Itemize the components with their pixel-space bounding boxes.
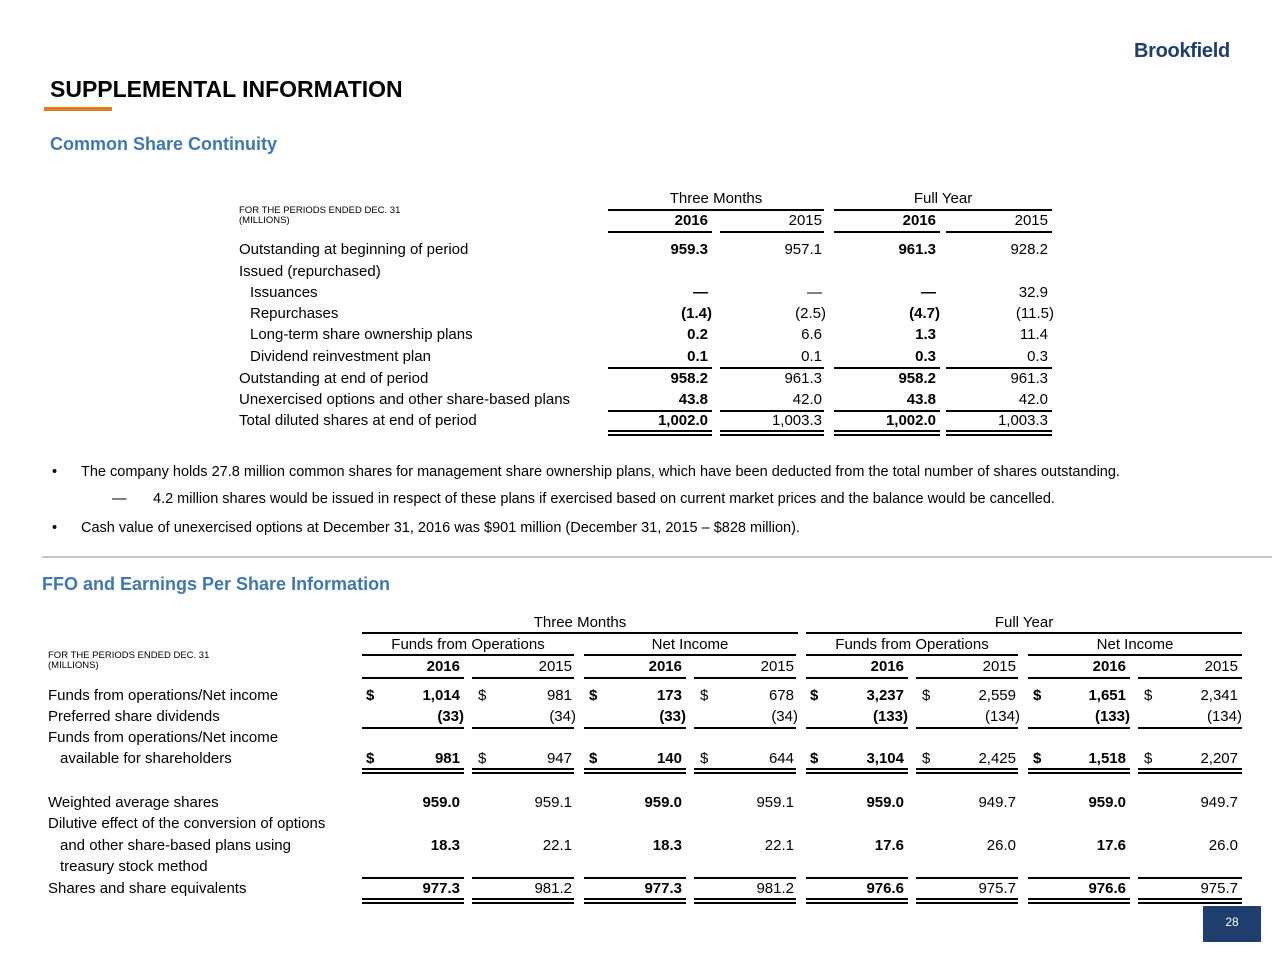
group-header-full-year: Full Year: [994, 614, 1054, 631]
total-double-rule: [916, 898, 1018, 900]
subheader-ffo: Funds from Operations: [835, 636, 989, 653]
group-underline: [806, 632, 1242, 634]
cell: 975.7: [978, 880, 1016, 897]
total-double-rule: [720, 430, 824, 432]
total-double-rule: [1028, 768, 1130, 770]
year-header: 2015: [538, 658, 572, 675]
bullet-marker: •: [52, 520, 58, 536]
total-double-rule: [362, 898, 464, 900]
total-double-rule: [1028, 772, 1130, 774]
total-double-rule: [362, 902, 464, 904]
cell: 678: [768, 687, 794, 704]
year-header: 2016: [426, 658, 460, 675]
cell: 977.3: [644, 880, 682, 897]
total-double-rule: [694, 772, 796, 774]
cell: 43.8: [678, 391, 708, 408]
total-double-rule: [834, 430, 940, 432]
total-double-rule: [694, 768, 796, 770]
cell: (11.5): [1015, 305, 1054, 322]
cell: 958.2: [670, 370, 708, 387]
currency-sign: $: [366, 750, 375, 767]
row-label: Dilutive effect of the conversion of options: [48, 815, 326, 832]
cell: 140: [656, 750, 682, 767]
year-underline: [694, 677, 796, 679]
total-double-rule: [916, 902, 1018, 904]
year-header: 2016: [1092, 658, 1126, 675]
currency-sign: $: [1144, 687, 1153, 704]
cell: 961.3: [1010, 370, 1048, 387]
periods-note: FOR THE PERIODS ENDED DEC. 31: [48, 650, 210, 661]
cell: 976.6: [1088, 880, 1126, 897]
subtotal-rule: [584, 727, 686, 729]
cell: 18.3: [430, 837, 460, 854]
cell: 11.4: [1019, 326, 1048, 343]
cell: 0.3: [915, 348, 936, 365]
cell: 2,207: [1200, 750, 1238, 767]
total-double-rule: [1138, 768, 1242, 770]
title-accent-bar: [44, 107, 112, 111]
cell: 1,002.0: [885, 412, 936, 429]
total-double-rule: [584, 898, 686, 900]
cell: (33): [437, 708, 464, 725]
subheader-net-income: Net Income: [651, 636, 729, 653]
row-label: Shares and share equivalents: [48, 880, 247, 897]
cell: 959.3: [670, 241, 708, 258]
note-cash-value: Cash value of unexercised options at December 31, 2016 was $901 million (December 31, 2015 – $828 million).: [81, 520, 800, 536]
cell: 949.7: [978, 794, 1016, 811]
year-underline: [720, 231, 824, 233]
total-double-rule: [806, 902, 908, 904]
cell: 928.2: [1010, 241, 1048, 258]
cell: 958.2: [898, 370, 936, 387]
group-underline: [834, 209, 1052, 211]
row-label: Issued (repurchased): [239, 263, 381, 280]
cell: (33): [659, 708, 686, 725]
currency-sign: $: [1033, 750, 1042, 767]
group-underline: [608, 209, 824, 211]
cell: 43.8: [906, 391, 936, 408]
cell: 1,002.0: [657, 412, 708, 429]
total-double-rule: [834, 434, 940, 436]
subtotal-rule: [362, 877, 464, 879]
total-double-rule: [362, 768, 464, 770]
total-double-rule: [694, 902, 796, 904]
row-label: Weighted average shares: [48, 794, 219, 811]
cell: 22.1: [542, 837, 572, 854]
year-header: 2015: [982, 658, 1016, 675]
subheader-net-income: Net Income: [1096, 636, 1174, 653]
subtotal-rule: [472, 727, 574, 729]
total-double-rule: [916, 768, 1018, 770]
total-double-rule: [806, 772, 908, 774]
subtotal-rule: [1138, 877, 1242, 879]
cell: 959.0: [644, 794, 682, 811]
cell: 957.1: [784, 241, 822, 258]
year-underline: [834, 231, 940, 233]
subheader-underline: [362, 654, 574, 656]
total-double-rule: [1138, 898, 1242, 900]
year-header: 2016: [902, 212, 936, 229]
subtotal-rule: [584, 877, 686, 879]
cell: (134): [1206, 708, 1242, 725]
subtotal-rule: [806, 727, 908, 729]
subtotal-rule: [1138, 727, 1242, 729]
year-header: 2016: [674, 212, 708, 229]
row-label: Issuances: [250, 284, 318, 301]
currency-sign: $: [810, 687, 819, 704]
cell: (1.4): [681, 305, 712, 322]
total-double-rule: [946, 434, 1052, 436]
currency-sign: $: [922, 687, 931, 704]
cell: 6.6: [801, 326, 822, 343]
share-continuity-heading: Common Share Continuity: [50, 134, 278, 154]
row-label: Long-term share ownership plans: [250, 326, 473, 343]
cell: 981: [434, 750, 460, 767]
ffo-heading: FFO and Earnings Per Share Information: [42, 574, 391, 594]
page-title: SUPPLEMENTAL INFORMATION: [50, 76, 403, 102]
cell: 0.1: [801, 348, 822, 365]
cell: 977.3: [422, 880, 460, 897]
total-double-rule: [720, 434, 824, 436]
year-underline: [362, 677, 464, 679]
row-label: Unexercised options and other share-based plans: [239, 391, 571, 408]
cell: 32.9: [1018, 284, 1048, 301]
cell: (34): [771, 708, 798, 725]
cell: 959.0: [866, 794, 904, 811]
total-double-rule: [946, 430, 1052, 432]
cell: 0.1: [687, 348, 708, 365]
total-double-rule: [1028, 902, 1130, 904]
currency-sign: $: [478, 687, 487, 704]
total-double-rule: [806, 898, 908, 900]
cell: 2,559: [978, 687, 1016, 704]
cell: 975.7: [1200, 880, 1238, 897]
cell: 42.0: [1018, 391, 1048, 408]
subtotal-rule: [720, 367, 824, 369]
total-double-rule: [608, 430, 712, 432]
cell: 1,003.3: [771, 412, 822, 429]
subheader-underline: [584, 654, 796, 656]
cell: 1,003.3: [997, 412, 1048, 429]
bullet-marker: •: [52, 464, 58, 480]
cell: 959.0: [422, 794, 460, 811]
year-underline: [472, 677, 574, 679]
cell: 2,341: [1200, 687, 1238, 704]
subtotal-rule: [916, 727, 1018, 729]
brookfield-logo: Brookfield: [1134, 40, 1230, 62]
currency-sign: $: [1144, 750, 1153, 767]
cell: 976.6: [866, 880, 904, 897]
subheader-underline: [1028, 654, 1242, 656]
year-underline: [916, 677, 1018, 679]
cell: 1.3: [915, 326, 936, 343]
cell: (134): [984, 708, 1020, 725]
row-label: and other share-based plans using: [60, 837, 291, 854]
cell: 949.7: [1200, 794, 1238, 811]
total-double-rule: [584, 772, 686, 774]
cell: 26.0: [1208, 837, 1238, 854]
year-header: 2015: [760, 658, 794, 675]
currency-sign: $: [366, 687, 375, 704]
total-double-rule: [806, 768, 908, 770]
cell: 2,425: [978, 750, 1016, 767]
cell: 173: [656, 687, 682, 704]
subtotal-rule: [1028, 877, 1130, 879]
currency-sign: $: [1033, 687, 1042, 704]
cell: 3,104: [866, 750, 904, 767]
cell: (2.5): [795, 305, 826, 322]
subtotal-rule: [694, 877, 796, 879]
currency-sign: $: [589, 687, 598, 704]
row-label: Outstanding at beginning of period: [239, 241, 469, 258]
cell: 959.1: [756, 794, 794, 811]
cell: 3,237: [866, 687, 904, 704]
dash-marker: —: [112, 491, 127, 507]
total-double-rule: [472, 768, 574, 770]
currency-sign: $: [478, 750, 487, 767]
currency-sign: $: [700, 687, 709, 704]
total-double-rule: [472, 898, 574, 900]
year-underline: [806, 677, 908, 679]
page-number: 28: [1203, 906, 1261, 942]
subtotal-rule: [608, 367, 712, 369]
row-label: Total diluted shares at end of period: [239, 412, 477, 429]
cell: (133): [1094, 708, 1130, 725]
cell: 22.1: [764, 837, 794, 854]
section-divider: [42, 556, 1272, 558]
row-label: Funds from operations/Net income: [48, 687, 279, 704]
subheader-underline: [806, 654, 1018, 656]
cell: 961.3: [784, 370, 822, 387]
cell: —: [693, 284, 708, 301]
group-header-three-months: Three Months: [669, 190, 763, 207]
total-double-rule: [916, 772, 1018, 774]
subtotal-rule: [472, 877, 574, 879]
subtotal-rule: [362, 727, 464, 729]
cell: 18.3: [652, 837, 682, 854]
cell: 0.3: [1027, 348, 1048, 365]
row-label: available for shareholders: [60, 750, 232, 767]
year-header: 2016: [870, 658, 904, 675]
total-double-rule: [362, 772, 464, 774]
row-label: Preferred share dividends: [48, 708, 220, 725]
group-header-full-year: Full Year: [913, 190, 973, 207]
subtotal-rule: [694, 727, 796, 729]
cell: 1,518: [1088, 750, 1126, 767]
subtotal-rule: [946, 367, 1052, 369]
year-header: 2015: [1204, 658, 1238, 675]
cell: 981: [546, 687, 572, 704]
units-note: (MILLIONS): [239, 215, 290, 226]
cell: 959.0: [1088, 794, 1126, 811]
year-underline: [608, 231, 712, 233]
cell: 1,014: [422, 687, 460, 704]
year-header: 2016: [648, 658, 682, 675]
cell: (34): [549, 708, 576, 725]
row-label: Outstanding at end of period: [239, 370, 429, 387]
cell: —: [807, 284, 822, 301]
total-double-rule: [584, 768, 686, 770]
year-header: 2015: [1014, 212, 1048, 229]
total-double-rule: [1138, 902, 1242, 904]
currency-sign: $: [922, 750, 931, 767]
cell: 947: [546, 750, 572, 767]
cell: 644: [768, 750, 794, 767]
cell: 26.0: [986, 837, 1016, 854]
currency-sign: $: [810, 750, 819, 767]
subtotal-rule: [834, 367, 940, 369]
total-double-rule: [472, 902, 574, 904]
units-note: (MILLIONS): [48, 660, 99, 671]
row-label: Funds from operations/Net income: [48, 729, 279, 746]
cell: 961.3: [898, 241, 936, 258]
total-double-rule: [472, 772, 574, 774]
cell: (4.7): [909, 305, 940, 322]
note-shares-issued: 4.2 million shares would be issued in respect of these plans if exercised based on current market prices and the balance would be cancelled.: [153, 491, 1055, 507]
subtotal-rule: [806, 877, 908, 879]
cell: 981.2: [756, 880, 794, 897]
cell: 959.1: [534, 794, 572, 811]
subtotal-rule: [916, 877, 1018, 879]
cell: 17.6: [1096, 837, 1126, 854]
cell: 981.2: [534, 880, 572, 897]
group-header-three-months: Three Months: [533, 614, 627, 631]
cell: 1,651: [1088, 687, 1126, 704]
total-double-rule: [694, 898, 796, 900]
year-underline: [946, 231, 1052, 233]
subheader-ffo: Funds from Operations: [391, 636, 545, 653]
row-label: treasury stock method: [60, 858, 208, 875]
cell: (133): [872, 708, 908, 725]
year-header: 2015: [788, 212, 822, 229]
group-underline: [362, 632, 798, 634]
year-underline: [1138, 677, 1242, 679]
total-double-rule: [584, 902, 686, 904]
cell: 0.2: [687, 326, 708, 343]
total-double-rule: [1028, 898, 1130, 900]
row-label: Dividend reinvestment plan: [250, 348, 431, 365]
cell: —: [921, 284, 936, 301]
total-double-rule: [1138, 772, 1242, 774]
row-label: Repurchases: [250, 305, 339, 322]
currency-sign: $: [700, 750, 709, 767]
total-double-rule: [608, 434, 712, 436]
cell: 42.0: [792, 391, 822, 408]
periods-note: FOR THE PERIODS ENDED DEC. 31: [239, 205, 401, 216]
subtotal-rule: [1028, 727, 1130, 729]
note-holdings: The company holds 27.8 million common shares for management share ownership plans, which have been deducted from the total number of shares outstanding.: [81, 464, 1120, 480]
cell: 17.6: [874, 837, 904, 854]
year-underline: [1028, 677, 1130, 679]
year-underline: [584, 677, 686, 679]
currency-sign: $: [589, 750, 598, 767]
